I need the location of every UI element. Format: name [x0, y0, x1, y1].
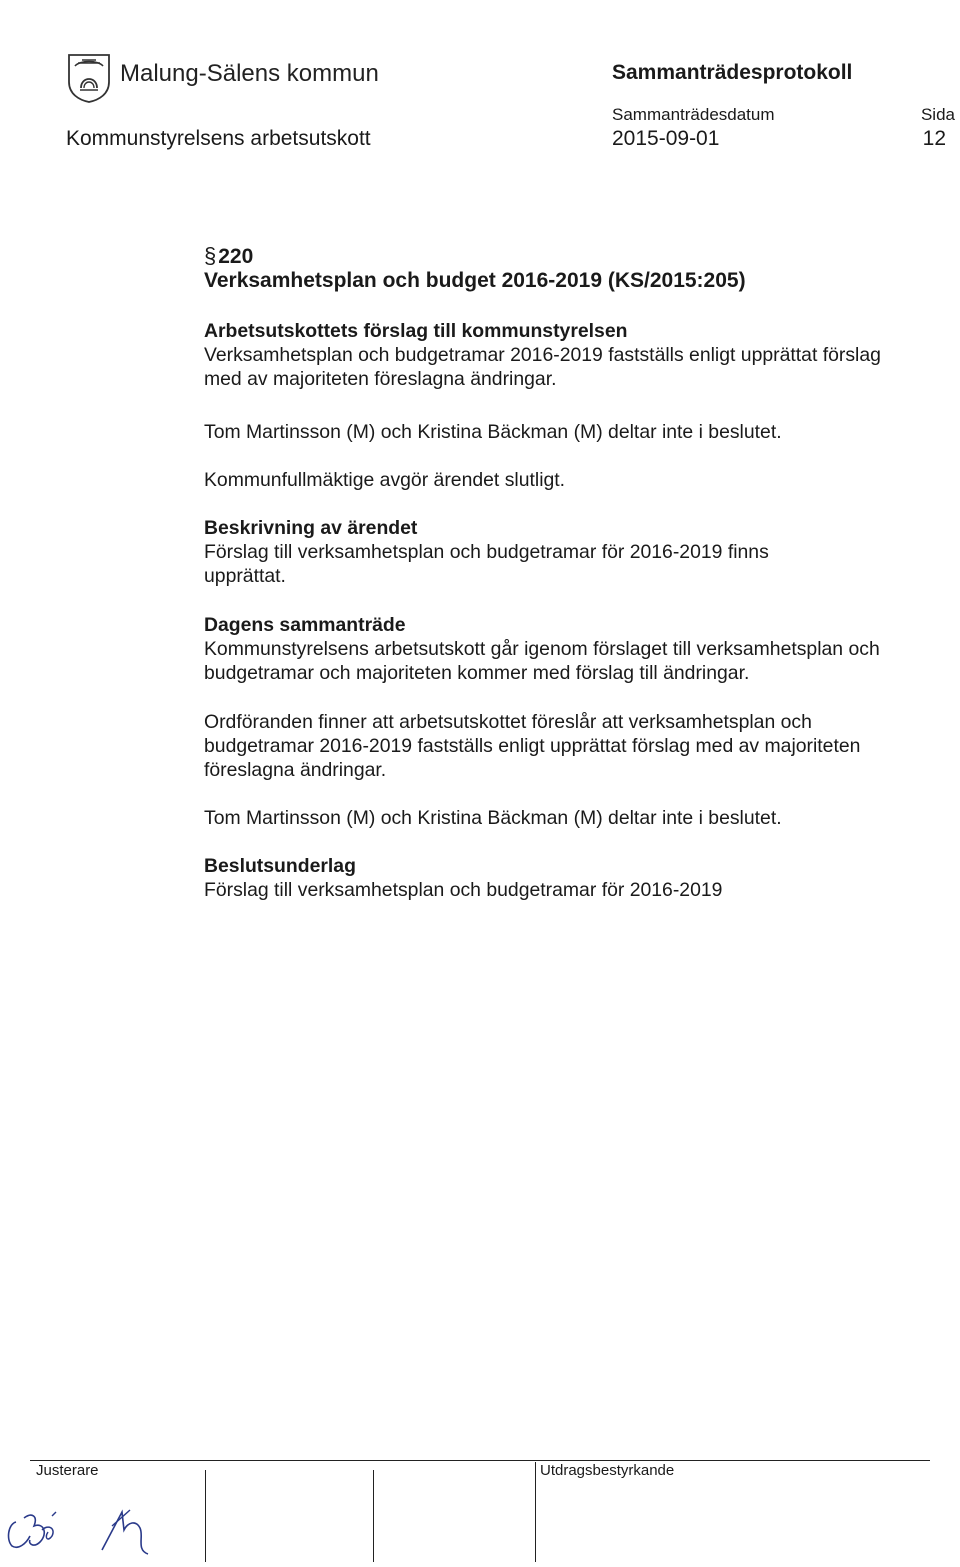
meeting-text: Kommunstyrelsens arbetsutskott går igenom förslaget till verksamhetsplan och budgetramar och majoriteten kommer med förslag till ändringar. — [204, 638, 880, 684]
proposal-text: Verksamhetsplan och budgetramar 2016-2019 fastställs enligt upprättat förslag med av majoriteten föreslagna ändringar. — [204, 344, 881, 390]
footer-column-divider — [373, 1470, 374, 1562]
proposal-abstain-text: Tom Martinsson (M) och Kristina Bäckman (M) deltar inte i beslutet. — [204, 421, 782, 443]
basis-heading: Beslutsunderlag — [204, 855, 356, 877]
chair-decision-text: Ordföranden finner att arbetsutskottet föreslår att verksamhetsplan och budgetramar 2016-2019 fastställs enligt upprättat förslag med av majoriteten föreslagna ändringar. — [204, 711, 861, 781]
paragraph-title: Verksamhetsplan och budget 2016-2019 (KS/2015:205) — [204, 269, 746, 292]
final-decision-text: Kommunfullmäktige avgör ärendet slutligt. — [204, 469, 566, 491]
signature-icon — [4, 1500, 164, 1560]
section-sign-icon: § — [204, 243, 217, 268]
page-label: Sida — [920, 105, 955, 124]
basis-text: Förslag till verksamhetsplan och budgetramar för 2016-2019 — [204, 879, 723, 901]
meeting-section — [204, 613, 904, 685]
proposal-section — [204, 319, 904, 391]
footer-column-divider — [535, 1462, 536, 1562]
proposal-heading: Arbetsutskottets förslag till kommunstyrelsen — [204, 320, 628, 342]
footer-column-divider — [205, 1470, 206, 1562]
extract-label: Utdragsbestyrkande — [540, 1462, 675, 1479]
organization-name: Malung-Sälens kommun — [120, 60, 379, 87]
basis-section — [204, 854, 904, 902]
date-label: Sammanträdesdatum — [612, 105, 775, 124]
meeting-date: 2015-09-01 — [612, 127, 720, 150]
adjuster-label: Justerare — [36, 1462, 99, 1479]
footer-divider — [30, 1460, 930, 1461]
description-section — [204, 516, 834, 588]
coat-of-arms-icon — [66, 52, 112, 104]
paragraph-number-value: 220 — [218, 245, 254, 268]
description-heading: Beskrivning av ärendet — [204, 517, 418, 539]
committee-name: Kommunstyrelsens arbetsutskott — [66, 127, 371, 150]
document-type: Sammanträdesprotokoll — [612, 61, 853, 84]
meeting-abstain-text: Tom Martinsson (M) och Kristina Bäckman (M) deltar inte i beslutet. — [204, 807, 782, 829]
page-number: 12 — [922, 127, 946, 150]
meeting-heading: Dagens sammanträde — [204, 614, 406, 636]
description-text: Förslag till verksamhetsplan och budgetramar för 2016-2019 finns upprättat. — [204, 541, 769, 587]
paragraph-number — [204, 243, 904, 270]
